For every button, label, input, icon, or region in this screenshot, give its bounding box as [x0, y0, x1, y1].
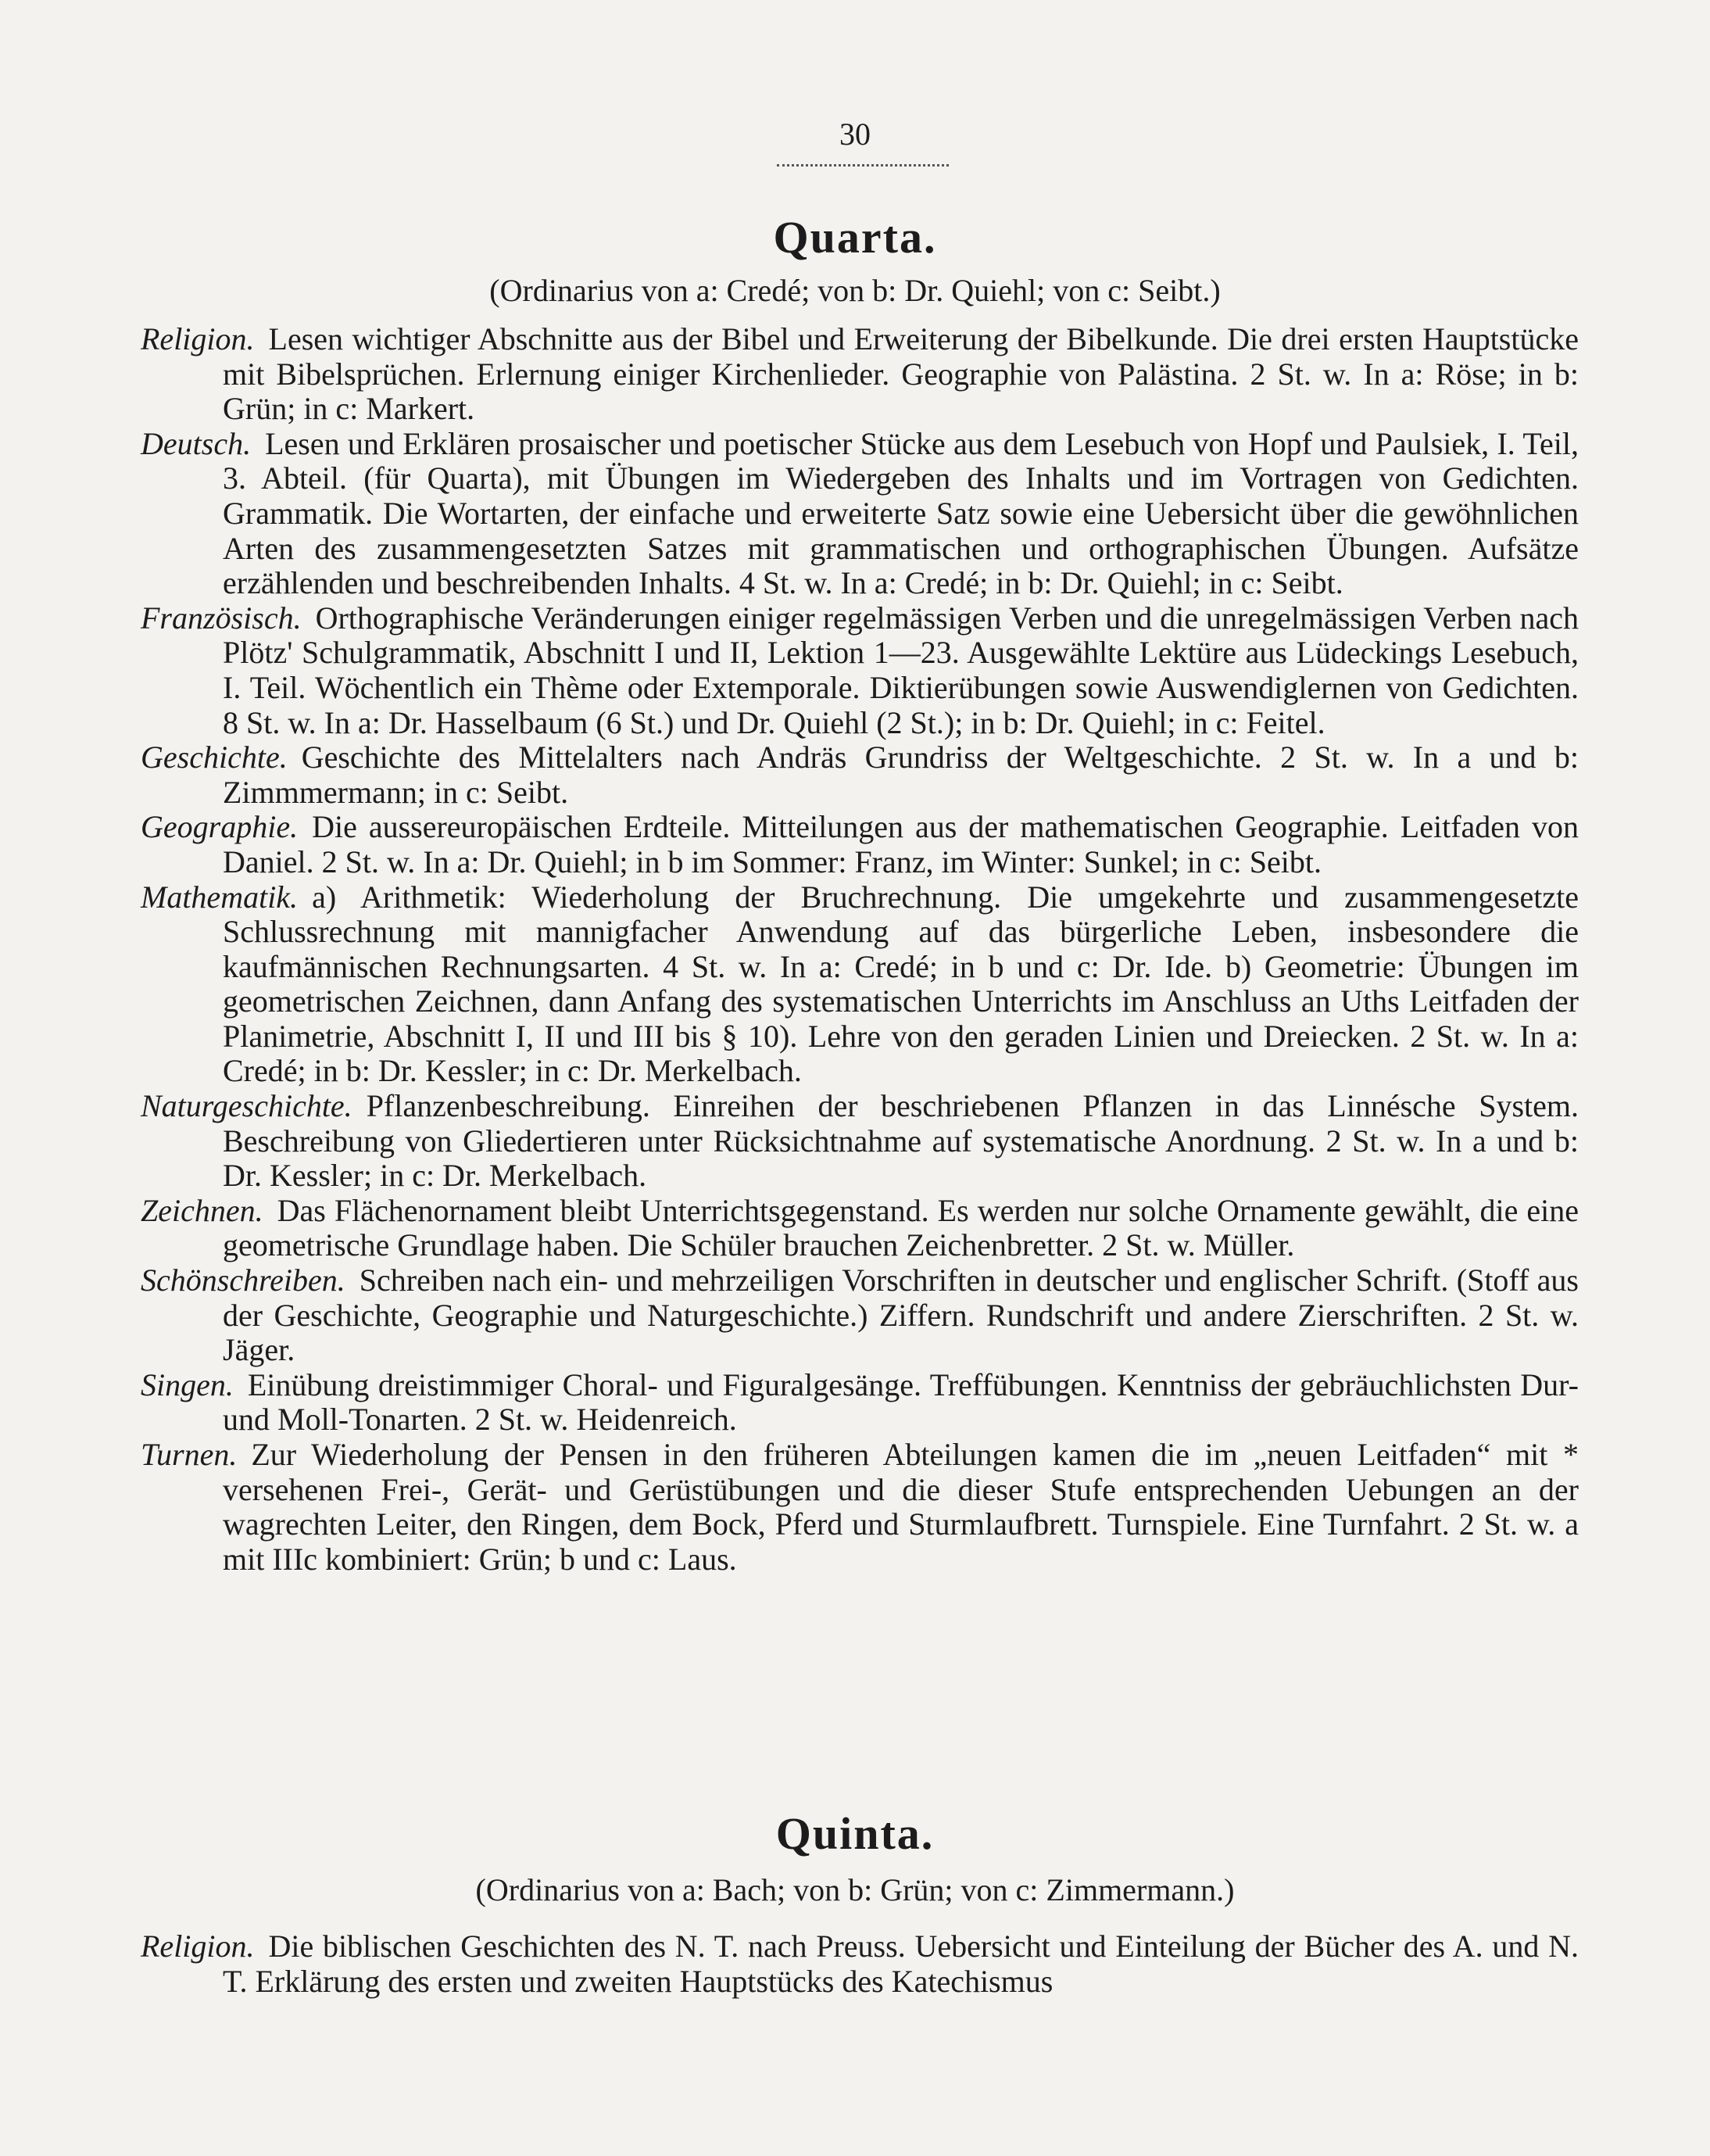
- subject-entry-turnen: [141, 1438, 1579, 1577]
- subject-entry-religion: [141, 322, 1579, 427]
- section-title-quinta: Quinta.: [775, 1808, 935, 1859]
- ordinarius-quinta: (Ordinarius von a: Bach; von b: Grün; von c: Zimmermann.): [475, 1872, 1235, 1907]
- subject-text: Einübung dreistimmiger Choral- und Figuralgesänge. Treffübungen. Kenntniss der gebräuchlichsten Dur- und Moll-Tonarten. 2 St. w. Heidenreich.: [223, 1366, 1579, 1438]
- subject-entry-religion: [141, 1929, 1579, 1999]
- subject-entry-deutsch: [141, 427, 1579, 601]
- page-number-rule: [777, 159, 949, 167]
- subject-entry-naturgeschichte: [141, 1089, 1579, 1194]
- subject-text: Das Flächenornament bleibt Unterrichtsgegenstand. Es werden nur solche Ornamente gewählt, die eine geometrische Grundlage haben. Die Schüler brauchen Zeichenbretter. 2 St. w. Müller.: [223, 1192, 1579, 1263]
- subject-entry-zeichnen: [141, 1194, 1579, 1263]
- subject-entry-singen: [141, 1368, 1579, 1438]
- subject-text: a) Arithmetik: Wiederholung der Bruchrechnung. Die umgekehrte und zusammengesetzte Schlussrechnung mit mannigfacher Anwendung auf das bürgerliche Leben, insbesondere die kaufmännischen Rechnungsarten. 4 St. w. In a: Credé; in b und c: Dr. Ide. b) Geometrie: Übungen im geometrischen Zeichnen, dann Anfang des systematischen Unterrichts im Anschluss an Uths Leitfaden der Planimetrie, Abschnitt I, II und III bis § 10). Lehre von den geraden Linien und Dreiecken. 2 St. w. In a: Credé; in b: Dr. Kessler; in c: Dr. Merkelbach.: [223, 879, 1579, 1089]
- subject-text: Lesen und Erklären prosaischer und poetischer Stücke aus dem Lesebuch von Hopf und Paulsiek, I. Teil, 3. Abteil. (für Quarta), mit Übungen im Wiedergeben des Inhalts und im Vortragen von Gedichten. Grammatik. Die Wortarten, der einfache und erweiterte Satz sowie eine Uebersicht über die gewöhnlichen Arten des zusammengesetzten Satzes mit grammatischen und orthographischen Übungen. Aufsätze erzählenden und beschreibenden Inhalts. 4 St. w. In a: Credé; in b: Dr. Quiehl; in c: Seibt.: [223, 425, 1579, 601]
- subject-name: Naturgeschichte.: [141, 1088, 352, 1124]
- subject-entry-schoenschreiben: [141, 1263, 1579, 1368]
- subject-name: Geschichte.: [141, 740, 288, 775]
- subject-text: Die aussereuropäischen Erdteile. Mitteilungen aus der mathematischen Geographie. Leitfaden von Daniel. 2 St. w. In a: Dr. Quiehl; in b im Sommer: Franz, im Winter: Sunkel; in c: Seibt.: [223, 809, 1579, 879]
- subject-name: Französisch.: [141, 600, 302, 636]
- subject-name: Zeichnen.: [141, 1192, 263, 1228]
- page-number: 30: [839, 116, 871, 152]
- subject-text: Geschichte des Mittelalters nach Andräs Grundriss der Weltgeschichte. 2 St. w. In a und b: Zimmmermann; in c: Seibt.: [223, 740, 1579, 810]
- subject-text: Zur Wiederholung der Pensen in den früheren Abteilungen kamen die im „neuen Leitfaden“ mit * versehenen Frei-, Gerät- und Gerüstübungen und die dieser Stufe entsprechenden Uebungen an der wagrechten Leiter, den Ringen, dem Bock, Pferd und Sturmlaufbrett. Turnspiele. Eine Turnfahrt. 2 St. w. a mit IIIc kombiniert: Grün; b und c: Laus.: [223, 1437, 1579, 1577]
- subject-entry-mathematik: [141, 880, 1579, 1090]
- subject-name: Schönschreiben.: [141, 1262, 345, 1298]
- subject-text: Die biblischen Geschichten des N. T. nach Preuss. Uebersicht und Einteilung der Bücher des A. und N. T. Erklärung des ersten und zweiten Hauptstücks des Katechismus: [223, 1929, 1579, 1999]
- subject-text: Pflanzenbeschreibung. Einreihen der beschriebenen Pflanzen in das Linnésche System. Beschreibung von Gliedertieren unter Rücksichtnahme auf systematische Anordnung. 2 St. w. In a und b: Dr. Kessler; in c: Dr. Merkelbach.: [223, 1088, 1579, 1194]
- subject-list-quarta: [141, 322, 1579, 1577]
- subject-text: Schreiben nach ein- und mehrzeiligen Vorschriften in deutscher und englischer Schrift. (Stoff aus der Geschichte, Geographie und Naturgeschichte.) Ziffern. Rundschrift und andere Zierschriften. 2 St. w. Jäger.: [223, 1262, 1579, 1368]
- subject-entry-geographie: [141, 810, 1579, 879]
- subject-name: Turnen.: [141, 1437, 238, 1472]
- subject-name: Religion.: [141, 321, 255, 356]
- subject-name: Geographie.: [141, 809, 299, 845]
- subject-list-quinta: [141, 1929, 1579, 1999]
- subject-name: Mathematik.: [141, 879, 299, 915]
- subject-name: Deutsch.: [141, 425, 252, 461]
- subject-text: Lesen wichtiger Abschnitte aus der Bibel und Erweiterung der Bibelkunde. Die drei ersten Hauptstücke mit Bibelsprüchen. Erlernung einiger Kirchenlieder. Geographie von Palästina. 2 St. w. In a: Röse; in b: Grün; in c: Markert.: [223, 321, 1579, 427]
- subject-entry-franzoesisch: [141, 601, 1579, 740]
- subject-text: Orthographische Veränderungen einiger regelmässigen Verben und die unregelmässigen Verben nach Plötz' Schulgrammatik, Abschnitt I und II, Lektion 1—23. Ausgewählte Lektüre aus Lüdeckings Lesebuch, I. Teil. Wöchentlich ein Thème oder Extemporale. Diktierübungen sowie Auswendiglernen von Gedichten. 8 St. w. In a: Dr. Hasselbaum (6 St.) und Dr. Quiehl (2 St.); in b: Dr. Quiehl; in c: Feitel.: [223, 600, 1579, 740]
- subject-entry-geschichte: [141, 740, 1579, 810]
- subject-name: Singen.: [141, 1366, 234, 1402]
- subject-name: Religion.: [141, 1929, 255, 1964]
- ordinarius-quarta: (Ordinarius von a: Credé; von b: Dr. Quiehl; von c: Seibt.): [489, 273, 1221, 308]
- section-title-quarta: Quarta.: [773, 212, 937, 263]
